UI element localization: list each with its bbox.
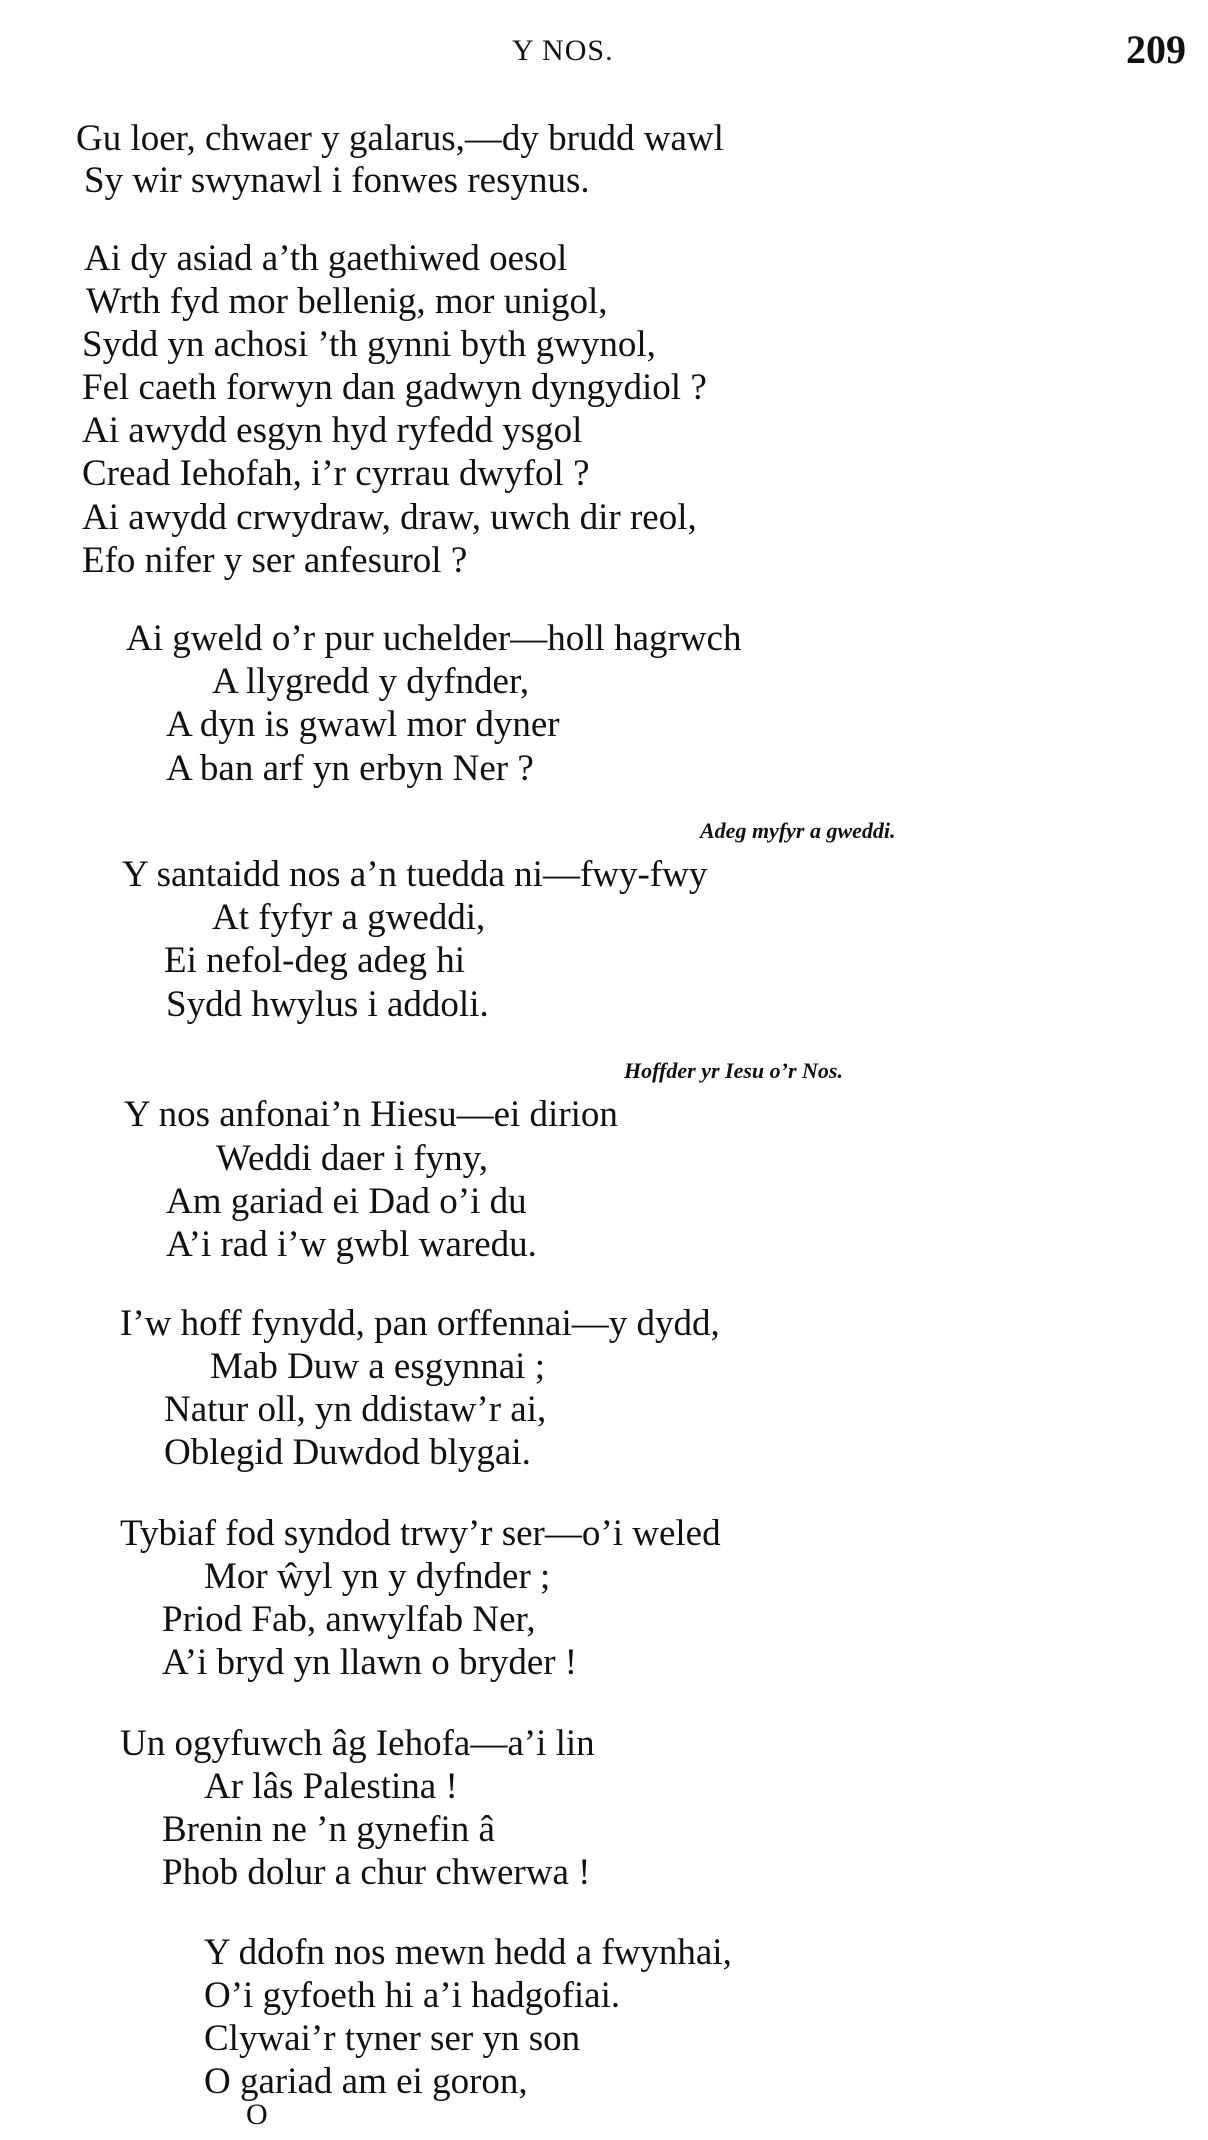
poem-line: I’w hoff fynydd, pan orffennai—y dydd, [120, 1303, 720, 1344]
running-head: Y NOS. [512, 34, 614, 67]
catchword: O [246, 2098, 268, 2131]
poem-line: Am gariad ei Dad o’i du [166, 1181, 527, 1222]
poem-line: Clywai’r tyner ser yn son [204, 2018, 581, 2059]
poem-line: Ai dy asiad a’th gaethiwed oesol [84, 238, 568, 279]
poem-line: Y ddofn nos mewn hedd a fwynhai, [204, 1932, 732, 1973]
poem-line: Sydd yn achosi ’th gynni byth gwynol, [82, 324, 656, 365]
poem-line: O’i gyfoeth hi a’i hadgofiai. [204, 1975, 621, 2016]
poem-line: Ai awydd crwydraw, draw, uwch dir reol, [82, 497, 697, 538]
poem-line: Phob dolur a chur chwerwa ! [162, 1852, 591, 1893]
poem-line: Y nos anfonai’n Hiesu—ei dirion [124, 1094, 618, 1135]
poem-line: Mor ŵyl yn y dyfnder ; [204, 1556, 551, 1597]
poem-line: Cread Iehofah, i’r cyrrau dwyfol ? [82, 453, 590, 494]
poem-line: O gariad am ei goron, [204, 2061, 528, 2102]
margin-note: Hoffder yr Iesu o’r Nos. [624, 1058, 843, 1083]
poem-line: Ar lâs Palestina ! [204, 1766, 458, 1807]
page-number: 209 [1126, 27, 1186, 72]
poem-line: Ai gweld o’r pur uchelder—holl hagrwch [126, 618, 742, 659]
poem-line: Sy wir swynawl i fonwes resynus. [84, 160, 590, 201]
poem-line: Sydd hwylus i addoli. [166, 984, 489, 1025]
poem-line: Priod Fab, anwylfab Ner, [162, 1599, 536, 1640]
poem-line: Fel caeth forwyn dan gadwyn dyngydiol ? [82, 367, 707, 408]
poem-line: A’i bryd yn llawn o bryder ! [162, 1642, 578, 1683]
poem-line: Mab Duw a esgynnai ; [210, 1346, 545, 1387]
poem-line: Oblegid Duwdod blygai. [164, 1432, 531, 1473]
poem-line: Ai awydd esgyn hyd ryfedd ysgol [82, 410, 583, 451]
poem-line: A ban arf yn erbyn Ner ? [166, 748, 534, 789]
margin-note: Adeg myfyr a gweddi. [700, 818, 896, 843]
poem-line: Brenin ne ’n gynefin â [162, 1809, 495, 1850]
poem-line: Gu loer, chwaer y galarus,—dy brudd wawl [76, 118, 724, 159]
poem-line: Tybiaf fod syndod trwy’r ser—o’i weled [120, 1513, 721, 1554]
poem-line: Natur oll, yn ddistaw’r ai, [164, 1389, 547, 1430]
poem-line: At fyfyr a gweddi, [212, 897, 486, 938]
poem-line: Y santaidd nos a’n tuedda ni—fwy-fwy [122, 854, 708, 895]
poem-line: A llygredd y dyfnder, [212, 661, 530, 702]
poem-line: Wrth fyd mor bellenig, mor unigol, [86, 281, 608, 322]
poem-line: A’i rad i’w gwbl waredu. [166, 1224, 537, 1265]
poem-line: Weddi daer i fyny, [216, 1138, 489, 1179]
poem-line: A dyn is gwawl mor dyner [166, 704, 560, 745]
poem-line: Ei nefol-deg adeg hi [164, 940, 466, 981]
poem-line: Un ogyfuwch âg Iehofa—a’i lin [120, 1723, 595, 1764]
poem-line: Efo nifer y ser anfesurol ? [82, 540, 468, 581]
